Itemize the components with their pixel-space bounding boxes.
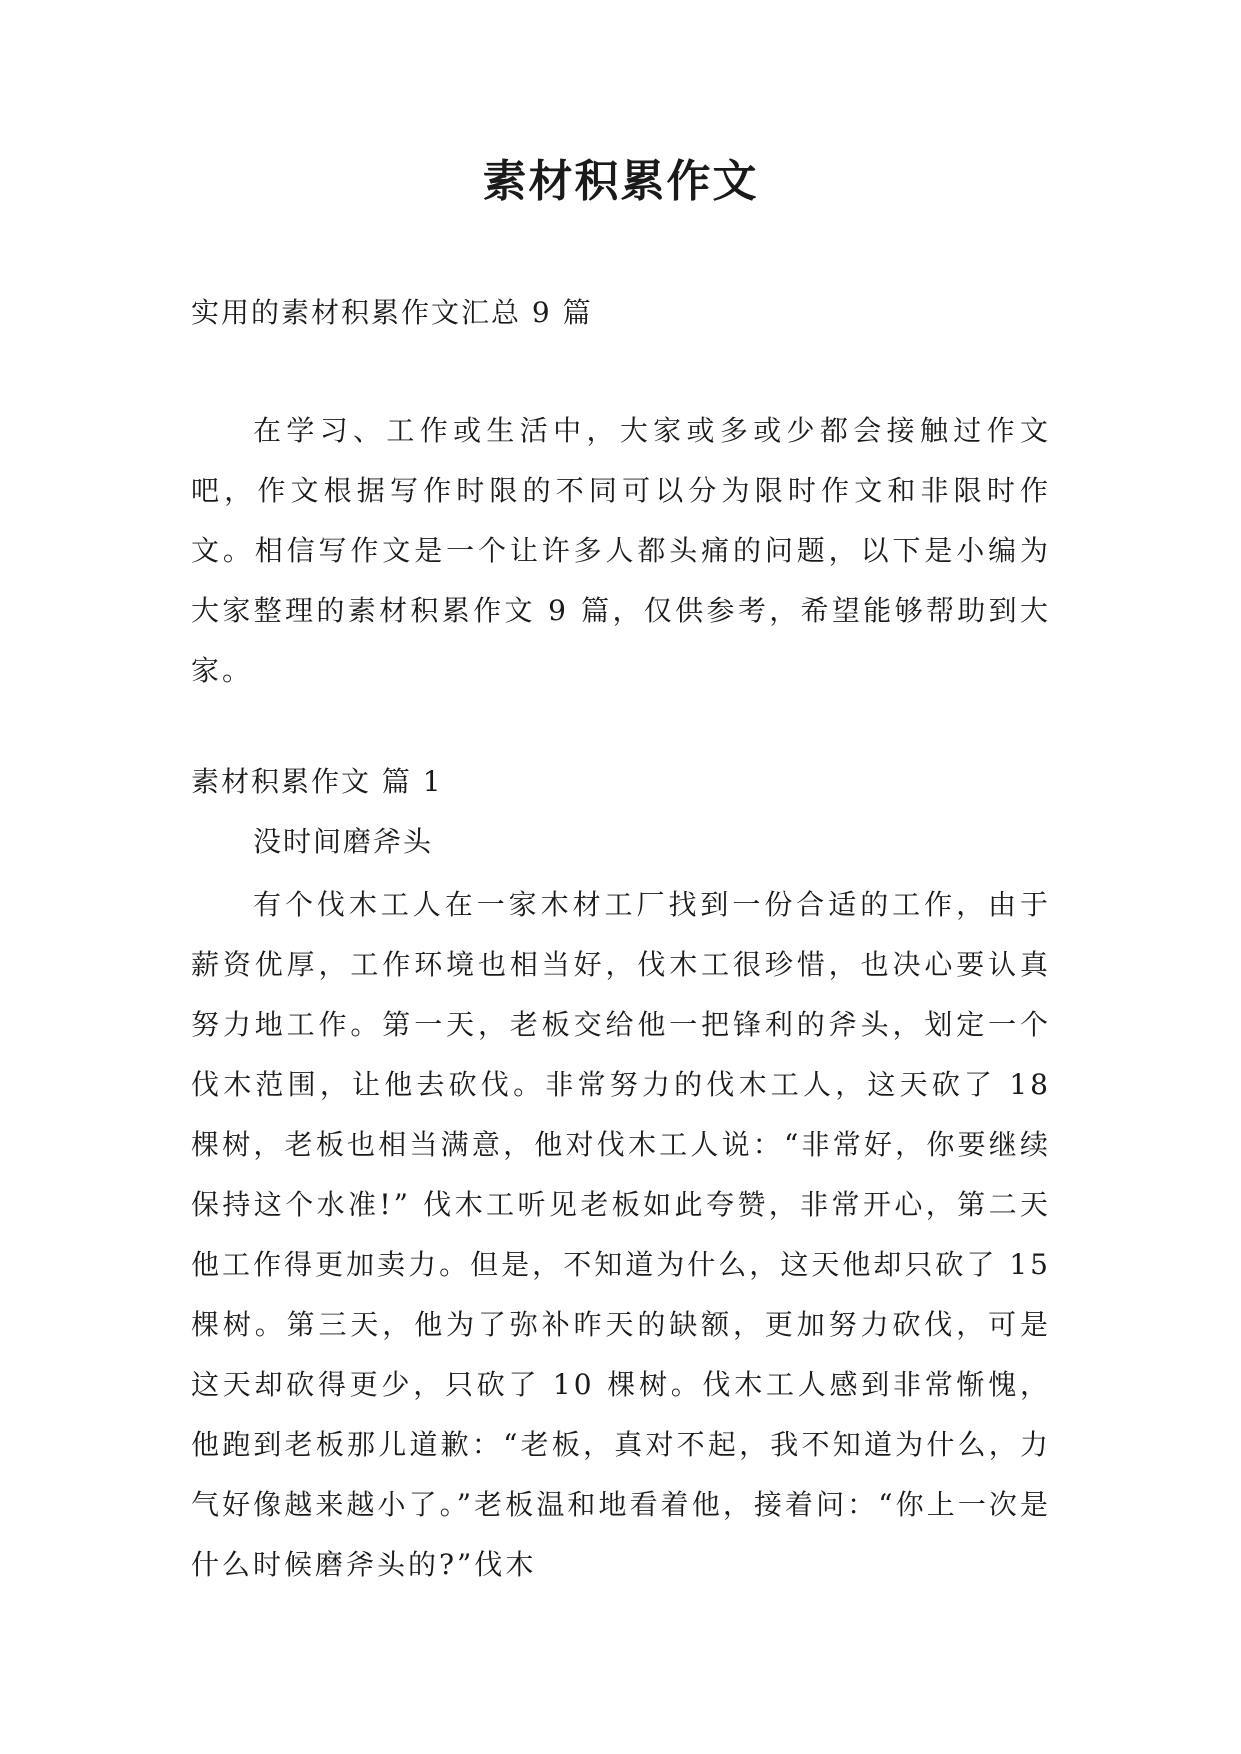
story-title: 没时间磨斧头 (253, 825, 434, 858)
section-heading: 素材积累作文 篇 1 (191, 765, 443, 798)
document-title: 素材积累作文 (482, 156, 759, 207)
intro-paragraph: 在学习、工作或生活中，大家或多或少都会接触过作文吧，作文根据写作时限的不同可以分为限时作文和非限时作文。相信写作文是一个让许多人都头痛的问题，以下是小编为大家整理的素材积累作文 9 篇，仅供参考，希望能够帮助到大家。 (191, 414, 1051, 687)
document-subtitle: 实用的素材积累作文汇总 9 篇 (191, 296, 593, 329)
story-paragraph: 有个伐木工人在一家木材工厂找到一份合适的工作，由于薪资优厚，工作环境也相当好，伐木工很珍惜，也决心要认真努力地工作。第一天，老板交给他一把锋利的斧头，划定一个伐木范围，让他去砍伐。非常努力的伐木工人，这天砍了 18 棵树，老板也相当满意，他对伐木工人说：“非常好，你要继续保持这个水准!” 伐木工听见老板如此夸赞，非常开心，第二天他工作得更加卖力。但是，不知道为什么，这天他却只砍了 15 棵树。第三天，他为了弥补昨天的缺额，更加努力砍伐，可是这天却砍得更少，只砍了 10 棵树。伐木工人感到非常惭愧，他跑到老板那儿道歉：“老板，真对不起，我不知道为什么，力气好像越来越小了。”老板温和地看着他，接着问：“你上一次是什么时候磨斧头的?”伐木 (191, 888, 1051, 1581)
